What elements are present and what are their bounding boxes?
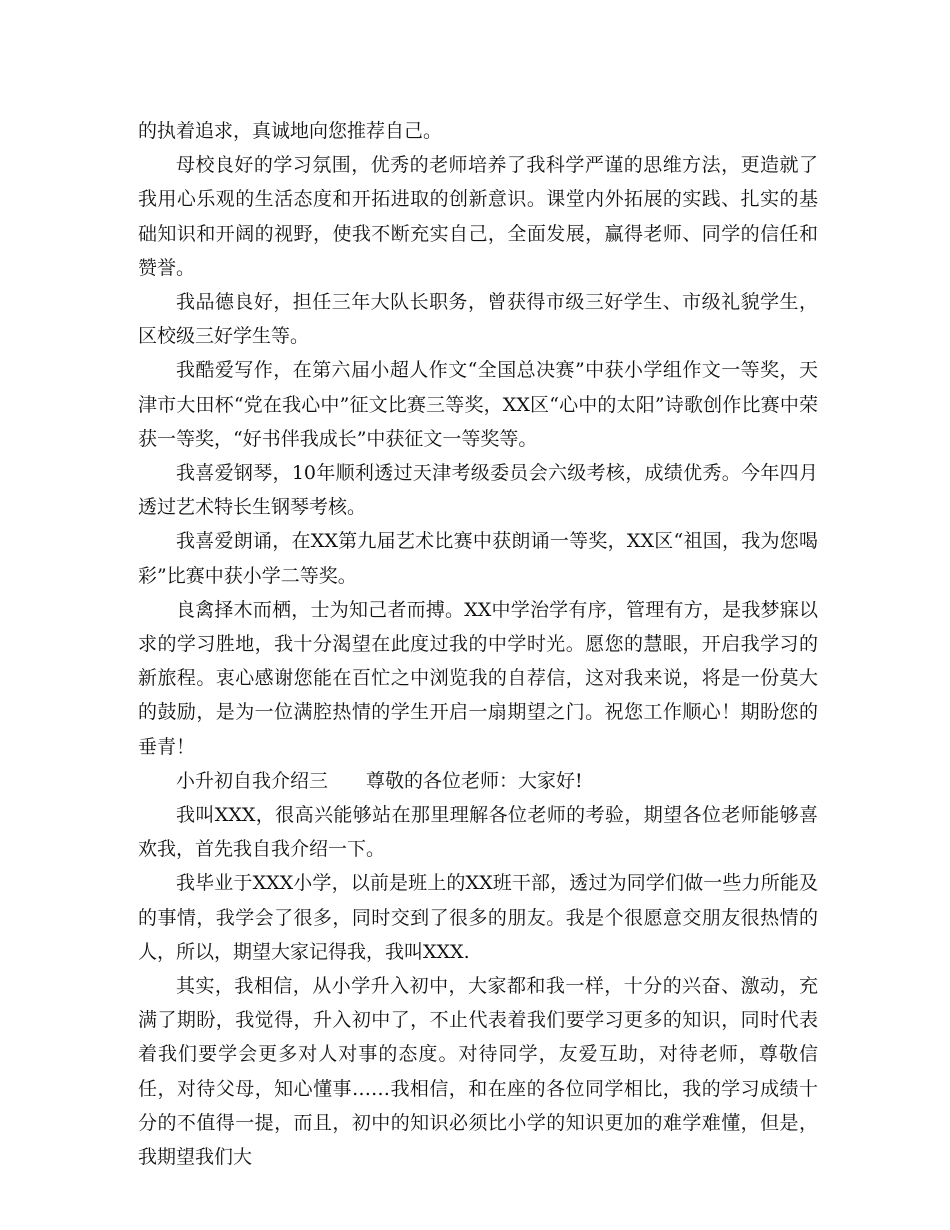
- paragraph-piano: 我喜爱钢琴，10年顺利透过天津考级委员会六级考核，成绩优秀。今年四月透过艺术特长生钢琴考核。: [138, 462, 818, 519]
- paragraph-continuation: 的执着追求，真诚地向您推荐自己。: [138, 120, 443, 142]
- paragraph-expectation: 其实，我相信，从小学升入初中，大家都和我一样，十分的兴奋、激动，充满了期盼，我觉得，升入初中了，不止代表着我们要学习更多的知识，同时代表着我们要学会更多对人对事的态度。对待同学，友爱互助，对待老师，尊敬信任，对待父母，知心懂事……我相信，和在座的各位同学相比，我的学习成绩十分的不值得一提，而且，初中的知识必须比小学的知识更加的难学难懂，但是，我期望我们大: [138, 975, 818, 1169]
- paragraph-graduation: 我毕业于XXX小学，以前是班上的XX班干部，透过为同学们做一些力所能及的事情，我学会了很多，同时交到了很多的朋友。我是个很愿意交朋友很热情的人，所以，期望大家记得我，我叫XXX.: [138, 872, 818, 963]
- paragraph-closing: 良禽择木而栖，士为知己者而搏。XX中学治学有序，管理有方，是我梦寐以求的学习胜地，我十分渴望在此度过我的中学时光。愿您的慧眼，开启我学习的新旅程。衷心感谢您能在百忙之中浏览我的自荐信，这对我来说，将是一份莫大的鼓励，是为一位满腔热情的学生开启一扇期望之门。祝您工作顺心！期盼您的垂青！: [138, 598, 818, 758]
- paragraph-school-atmosphere: 母校良好的学习氛围，优秀的老师培养了我科学严谨的思维方法，更造就了我用心乐观的生活态度和开拓进取的创新意识。课堂内外拓展的实践、扎实的基础知识和开阔的视野，使我不断充实自己，全面发展，赢得老师、同学的信任和赞誉。: [138, 154, 818, 279]
- paragraph-character: 我品德良好，担任三年大队长职务，曾获得市级三好学生、市级礼貌学生，区校级三好学生等。: [138, 291, 818, 348]
- section-heading: [138, 764, 818, 798]
- section-greeting: 尊敬的各位老师：大家好!: [366, 769, 583, 792]
- section-title: 小升初自我介绍三: [176, 769, 329, 792]
- document-body: [138, 114, 818, 1174]
- paragraph-recitation: 我喜爱朗诵，在XX第九届艺术比赛中获朗诵一等奖，XX区“祖国，我为您喝彩”比赛中获小学二等奖。: [138, 530, 818, 587]
- paragraph-intro: 我叫XXX，很高兴能够站在那里理解各位老师的考验，期望各位老师能够喜欢我，首先我自我介绍一下。: [138, 804, 818, 861]
- paragraph-writing: 我酷爱写作，在第六届小超人作文“全国总决赛”中获小学组作文一等奖，天津市大田杯“党在我心中”征文比赛三等奖，XX区“心中的太阳”诗歌创作比赛中荣获一等奖，“好书伴我成长”中获征文一等奖等。: [138, 359, 818, 450]
